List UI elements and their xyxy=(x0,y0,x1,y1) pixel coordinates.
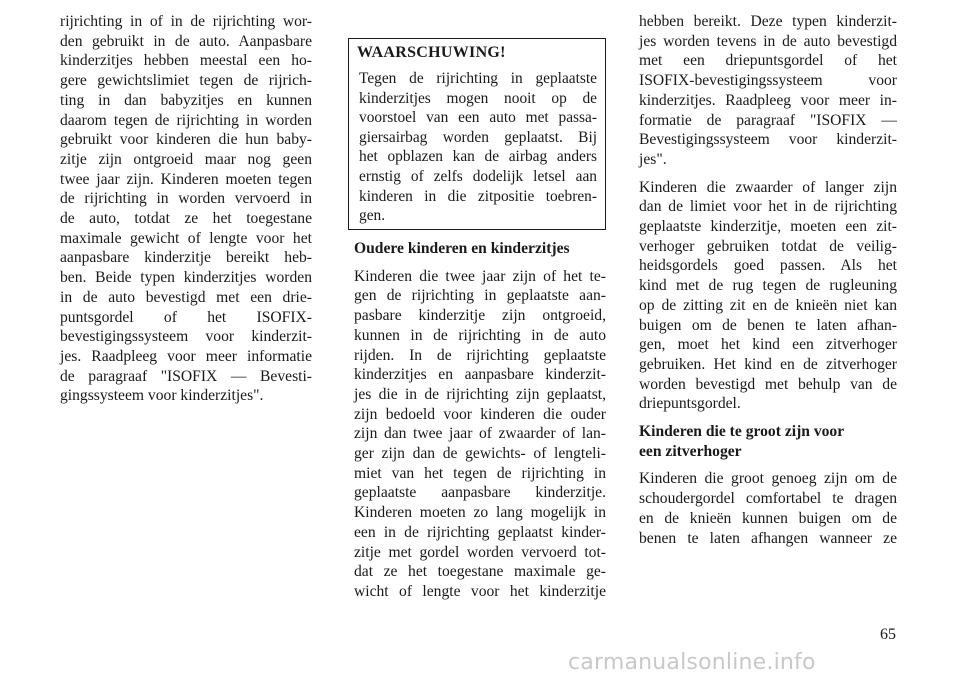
text-line: ISOFIX-bevestigingssysteem voor xyxy=(639,72,897,90)
text-line: kinderen in die zitpositie toebren- xyxy=(359,187,597,205)
text-line: wicht of lengte voor het kinderzitje xyxy=(354,582,606,600)
text-line: Kinderen die zwaarder of langer zijn xyxy=(639,178,897,196)
text-line: zitje zijn ontgroeid maar nog geen xyxy=(60,150,312,168)
text-line: jes". xyxy=(639,150,667,168)
text-line: jes worden tevens in de auto bevestigd xyxy=(639,32,897,50)
text-line: de rijrichting in worden vervoerd in xyxy=(60,190,312,208)
text-line: jes. Raadpleeg voor meer informatie xyxy=(60,347,312,365)
text-line: gingssysteem voor kinderzitjes". xyxy=(60,387,264,405)
text-line: kinderzitjes. Raadpleeg voor meer in- xyxy=(639,91,897,109)
text-line: zijn dan twee jaar of zwaarder of lan- xyxy=(354,425,606,443)
text-line: kunnen in de rijrichting in de auto xyxy=(354,326,606,344)
text-line: gen, moet het kind een zitverhoger xyxy=(639,336,897,354)
text-line: kinderzitjes hebben meestal een ho- xyxy=(60,52,312,70)
text-line: geplaatste kinderzitje, moeten een zit- xyxy=(639,218,897,236)
text-line: benen te laten afhangen wanneer ze xyxy=(639,529,897,547)
warning-box xyxy=(348,38,606,230)
paragraph xyxy=(60,12,312,406)
paragraph xyxy=(639,469,897,548)
paragraph xyxy=(354,267,606,602)
warning-text xyxy=(359,69,597,226)
text-line: Tegen de rijrichting in geplaatste xyxy=(359,70,597,87)
page-number: 65 xyxy=(880,626,896,643)
text-line: op de zitting zit en de knieën niet kan xyxy=(639,296,897,314)
text-line: verhoger gebruiken totdat de veilig- xyxy=(639,237,897,255)
text-line: maximale gewicht of lengte voor het xyxy=(60,229,312,247)
text-line: rijden. In de rijrichting geplaatste xyxy=(354,346,606,364)
text-line: de auto, totdat ze het toegestane xyxy=(60,210,312,228)
text-line: de paragraaf "ISOFIX — Bevesti- xyxy=(60,367,312,385)
text-line: kinderzitjes en aanpasbare kinderzit- xyxy=(354,366,606,384)
text-line: dan de limiet voor het in de rijrichting xyxy=(639,198,897,216)
text-line: kinderzitjes mogen nooit op de xyxy=(359,89,597,107)
text-line: een in de rijrichting geplaatst kinder- xyxy=(354,523,606,541)
column-2 xyxy=(354,239,606,602)
text-line: en de knieën kunnen buigen om de xyxy=(639,509,897,527)
text-line: aanpasbare kinderzitje bereikt heb- xyxy=(60,249,312,267)
section-heading: Kinderen die te groot zijn voor xyxy=(639,423,845,441)
text-line: met een driepuntsgordel of het xyxy=(639,52,897,70)
text-line: Kinderen die groot genoeg zijn om de xyxy=(639,470,897,488)
text-line: Kinderen die twee jaar zijn of het te- xyxy=(354,267,606,285)
text-line: kind met de rug tegen de rugleuning xyxy=(639,277,897,295)
text-line: den gebruikt in de auto. Aanpasbare xyxy=(60,32,312,50)
column-1 xyxy=(60,12,312,406)
text-line: geplaatste aanpasbare kinderzitje. xyxy=(354,484,606,502)
warning-title: WAARSCHUWING! xyxy=(357,44,506,61)
text-line: bevestigingssysteem voor kinderzit- xyxy=(60,328,312,346)
text-line: gebruikt voor kinderen die hun baby- xyxy=(60,131,312,149)
text-line: gere gewichtslimiet tegen de rijrich- xyxy=(60,72,312,90)
text-line: miet van het tegen de rijrichting in xyxy=(354,464,606,482)
paragraph xyxy=(639,12,897,170)
text-line: twee jaar zijn. Kinderen moeten tegen xyxy=(60,170,312,188)
text-line: giersairbag worden geplaatst. Bij xyxy=(359,128,597,146)
text-line: pasbare kinderzitje zijn ontgroeid, xyxy=(354,307,606,325)
section-heading: Oudere kinderen en kinderzitjes xyxy=(354,240,570,257)
text-line: ger zijn dan de gewichts- of lengteli- xyxy=(354,445,606,463)
text-line: heidsgordels goed passen. Als het xyxy=(639,257,897,275)
site-watermark: carmanualsonline.info xyxy=(568,650,816,675)
text-line: ernstig of zelfs dodelijk letsel aan xyxy=(359,167,597,185)
text-line: schoudergordel comfortabel te dragen xyxy=(639,490,897,508)
text-line: puntsgordel of het ISOFIX- xyxy=(60,308,312,326)
text-line: zitje met gordel worden vervoerd tot- xyxy=(354,543,606,561)
text-line: worden bevestigd met behulp van de xyxy=(639,375,897,393)
text-line: dat ze het toegestane maximale ge- xyxy=(354,563,606,581)
text-line: in de auto bevestigd met een drie- xyxy=(60,288,312,306)
text-line: Kinderen moeten zo lang mogelijk in xyxy=(354,504,606,522)
text-line: het opblazen kan de airbag anders xyxy=(359,148,597,166)
text-line: voorstoel van een auto met passa- xyxy=(359,109,597,127)
text-line: daarom tegen de rijrichting in worden xyxy=(60,111,312,129)
section-heading: een zitverhoger xyxy=(639,442,742,460)
paragraph xyxy=(639,178,897,414)
text-line: ben. Beide typen kinderzitjes worden xyxy=(60,269,312,287)
text-line: rijrichting in of in de rijrichting wor- xyxy=(60,13,312,30)
text-line: jes die in de rijrichting zijn geplaatst, xyxy=(354,385,606,403)
text-line: zijn bedoeld voor kinderen die ouder xyxy=(354,405,606,423)
text-line: driepuntsgordel. xyxy=(639,395,741,413)
text-line: hebben bereikt. Deze typen kinderzit- xyxy=(639,13,897,30)
column-3 xyxy=(639,12,897,548)
text-line: Bevestigingssysteem voor kinderzit- xyxy=(639,131,897,149)
text-line: formatie de paragraaf "ISOFIX — xyxy=(639,111,897,129)
text-line: gen de rijrichting in geplaatste aan- xyxy=(354,287,606,305)
text-line: gebruiken. Het kind en de zitverhoger xyxy=(639,355,897,373)
text-line: gen. xyxy=(359,207,386,225)
text-line: ting in dan babyzitjes en kunnen xyxy=(60,91,312,109)
text-line: buigen om de benen te laten afhan- xyxy=(639,316,897,334)
